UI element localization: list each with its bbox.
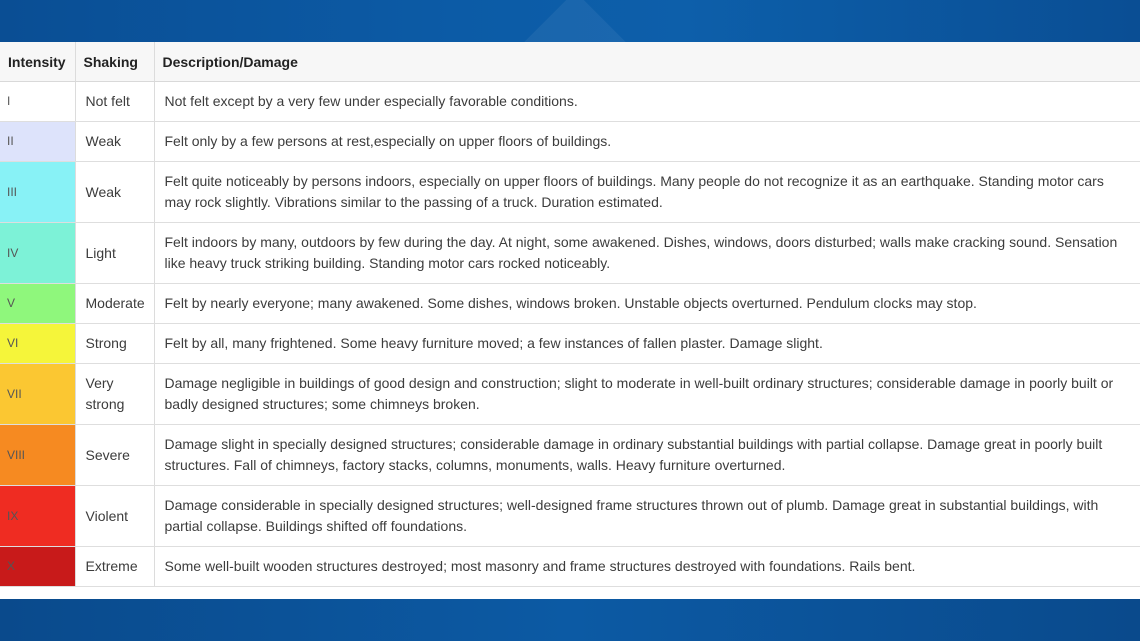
shaking-cell: Strong — [75, 324, 154, 364]
description-cell: Felt only by a few persons at rest,especially on upper floors of buildings. — [154, 122, 1140, 162]
description-cell: Damage considerable in specially designed structures; well-designed frame structures thrown out of plumb. Damage great in substantial buildings, with partial collapse. Buildings shifted off foundations. — [154, 486, 1140, 547]
table-row — [0, 162, 1140, 223]
intensity-table-container — [0, 42, 1140, 599]
banner-chevron-decoration — [497, 0, 653, 42]
shaking-cell: Extreme — [75, 547, 154, 587]
intensity-cell: IX — [0, 486, 75, 547]
table-row — [0, 364, 1140, 425]
mercalli-intensity-table — [0, 42, 1140, 587]
description-cell: Felt by all, many frightened. Some heavy furniture moved; a few instances of fallen plaster. Damage slight. — [154, 324, 1140, 364]
intensity-cell: IV — [0, 223, 75, 284]
shaking-cell: Severe — [75, 425, 154, 486]
description-cell: Felt quite noticeably by persons indoors, especially on upper floors of buildings. Many people do not recognize it as an earthquake. Standing motor cars may rock slightly. Vibrations similar to the passing of a truck. Duration estimated. — [154, 162, 1140, 223]
shaking-cell: Very strong — [75, 364, 154, 425]
header-intensity: Intensity — [0, 42, 75, 82]
intensity-cell: V — [0, 284, 75, 324]
table-header-row — [0, 42, 1140, 82]
table-row — [0, 425, 1140, 486]
description-cell: Felt by nearly everyone; many awakened. Some dishes, windows broken. Unstable objects overturned. Pendulum clocks may stop. — [154, 284, 1140, 324]
description-cell: Damage slight in specially designed structures; considerable damage in ordinary substantial buildings with partial collapse. Damage great in poorly built structures. Fall of chimneys, factory stacks, columns, monuments, walls. Heavy furniture overturned. — [154, 425, 1140, 486]
shaking-cell: Violent — [75, 486, 154, 547]
shaking-cell: Light — [75, 223, 154, 284]
description-cell: Not felt except by a very few under especially favorable conditions. — [154, 82, 1140, 122]
table-row — [0, 324, 1140, 364]
intensity-cell: VI — [0, 324, 75, 364]
header-description: Description/Damage — [154, 42, 1140, 82]
description-cell: Damage negligible in buildings of good design and construction; slight to moderate in well-built ordinary structures; considerable damage in poorly built or badly designed structures; some chimneys broken. — [154, 364, 1140, 425]
table-row — [0, 223, 1140, 284]
intensity-cell: X — [0, 547, 75, 587]
table-row — [0, 284, 1140, 324]
table-row — [0, 547, 1140, 587]
table-row — [0, 82, 1140, 122]
description-cell: Felt indoors by many, outdoors by few during the day. At night, some awakened. Dishes, windows, doors disturbed; walls make cracking sound. Sensation like heavy truck striking building. Standing motor cars rocked noticeably. — [154, 223, 1140, 284]
bottom-banner-background — [0, 599, 1140, 641]
intensity-cell: VII — [0, 364, 75, 425]
shaking-cell: Weak — [75, 122, 154, 162]
shaking-cell: Moderate — [75, 284, 154, 324]
shaking-cell: Weak — [75, 162, 154, 223]
intensity-cell: III — [0, 162, 75, 223]
table-row — [0, 122, 1140, 162]
intensity-cell: II — [0, 122, 75, 162]
description-cell: Some well-built wooden structures destroyed; most masonry and frame structures destroyed with foundations. Rails bent. — [154, 547, 1140, 587]
header-shaking: Shaking — [75, 42, 154, 82]
table-row — [0, 486, 1140, 547]
intensity-cell: I — [0, 82, 75, 122]
top-banner-background — [0, 0, 1140, 42]
intensity-cell: VIII — [0, 425, 75, 486]
shaking-cell: Not felt — [75, 82, 154, 122]
